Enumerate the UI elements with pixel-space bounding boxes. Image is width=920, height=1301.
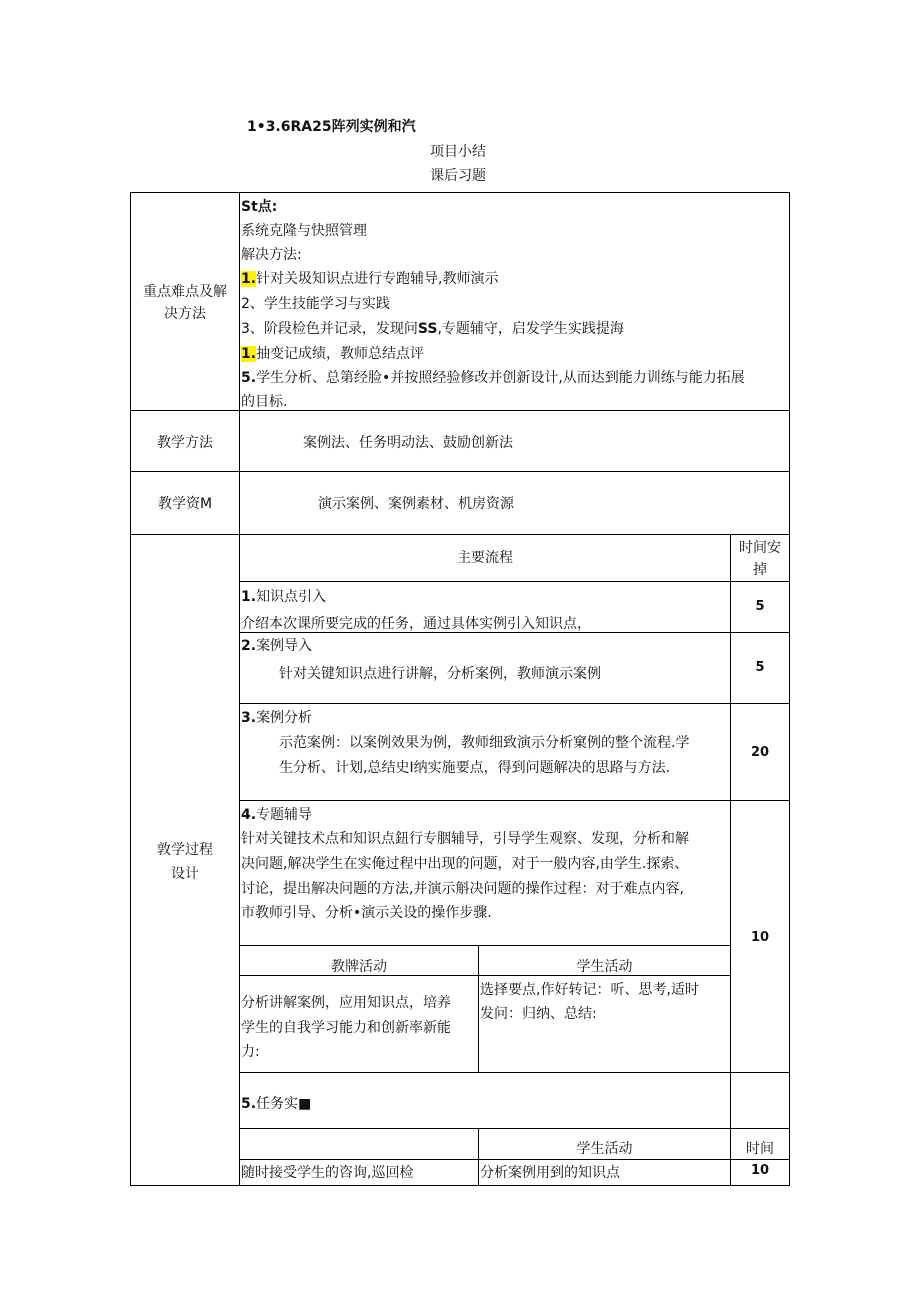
key-points-topic: 系统克隆与快照管理 xyxy=(241,223,367,239)
solution-item-4: 1.抽变记成绩，教师总结点评 xyxy=(241,346,425,362)
teacher-activity-header: 教牌活动 xyxy=(331,959,387,975)
main-flow-header: 主要流程 xyxy=(457,550,513,566)
resources-value: 演示案例、案例素材、机房资源 xyxy=(318,496,514,512)
key-points-heading: St点: xyxy=(241,199,278,215)
student-activity-line-2: 发问：归纳、总结: xyxy=(480,1006,597,1022)
teacher-activity-line-3: 力: xyxy=(241,1044,260,1060)
step-3-time: 20 xyxy=(750,745,770,760)
step-4-title: 4.专题辅导 xyxy=(241,807,313,823)
step-5-teacher-text: 随时接受学生的咨询,巡回检 xyxy=(241,1165,414,1181)
step-2-text: 针对关键知识点进行讲解，分析案例，教师演示案例 xyxy=(279,666,601,682)
step-1-text: 介绍本次课所要完成的任务，通过具体实例引入知识点， xyxy=(241,616,591,631)
solution-heading: 解决方法: xyxy=(241,247,302,263)
teacher-activity-line-2: 学生的自我学习能力和创新率新能 xyxy=(241,1020,451,1036)
step-5-student-text: 分析案例用到的知识点 xyxy=(480,1165,620,1181)
step-5-time-header: 时间 xyxy=(746,1141,774,1157)
step-1-time: 5 xyxy=(755,599,765,614)
step-2-title: 2.案例导入 xyxy=(241,638,313,654)
step-3-title: 3.案例分析 xyxy=(241,710,313,726)
process-label: 敦学过程 设计 xyxy=(157,842,213,882)
header-homework: 课后习题 xyxy=(430,168,486,184)
step-4-line-4: 市教师引导、分析•演示关设的操作步骤. xyxy=(241,905,492,921)
step-3-line-1: 示范案例：以案例效果为例，教师细致演示分析窠例的整个流程.学 xyxy=(279,735,690,751)
methods-label: 教学方法 xyxy=(157,435,213,451)
solution-item-3: 3、阶段检色并记录，发现问SS,专题辅守，启发学生实践提海 xyxy=(241,321,624,337)
step-3-line-2: 生分析、计划,总结史I纳实施要点，得到问题解决的思路与方法. xyxy=(279,760,671,776)
header-project-summary: 项目小结 xyxy=(430,144,486,160)
step-4-time: 10 xyxy=(750,930,770,945)
step-4-line-1: 针对关键技术点和知识点鈕行专胭辅导，引导学生观察、发现，分析和解 xyxy=(241,831,689,847)
solution-item-2: 2、学生技能学习与实践 xyxy=(241,296,390,312)
student-activity-header: 学生活动 xyxy=(576,959,633,975)
resources-label: 教学资M xyxy=(157,496,213,512)
step-1-text-clip xyxy=(241,614,729,631)
step-5-title: 5.任务实■ xyxy=(241,1096,312,1112)
key-points-label: 重点难点及解 决方法 xyxy=(143,284,227,322)
step-4-line-3: 讨论，提出解决问题的方法,并演示斛决问题的操作过程：对于难点内容, xyxy=(241,881,684,897)
teacher-activity-line-1: 分析讲解案例，应用知识点，培养 xyxy=(241,995,451,1011)
header-line-1: 1•3.6RA25阵列实例和汽 xyxy=(247,119,416,135)
step-2-time: 5 xyxy=(755,660,765,675)
student-activity-line-1: 选择要点,作好转记：听、思考,适时 xyxy=(480,982,699,998)
step-5-time: 10 xyxy=(750,1163,770,1178)
step-1-title: 1.知识点引入 xyxy=(241,589,327,605)
time-header: 时间安 掉 xyxy=(739,540,781,578)
solution-item-1: 1.针对关圾知识点进行专跑辅导,教师演示 xyxy=(241,271,499,287)
solution-item-5: 5.学生分析、总第经脸•并按照经验修改并创新设计,从而达到能力训练与能力拓展 xyxy=(241,370,745,386)
step-5-student-header: 学生活动 xyxy=(576,1141,633,1157)
step-4-line-2: 决问题,解决学生在实俺过程中出现的问题，对于一般内容,由学生.探索、 xyxy=(241,856,689,872)
methods-value: 案例法、任务明动法、鼓励创新法 xyxy=(303,435,513,451)
solution-item-5-cont: 的目标. xyxy=(241,394,288,410)
